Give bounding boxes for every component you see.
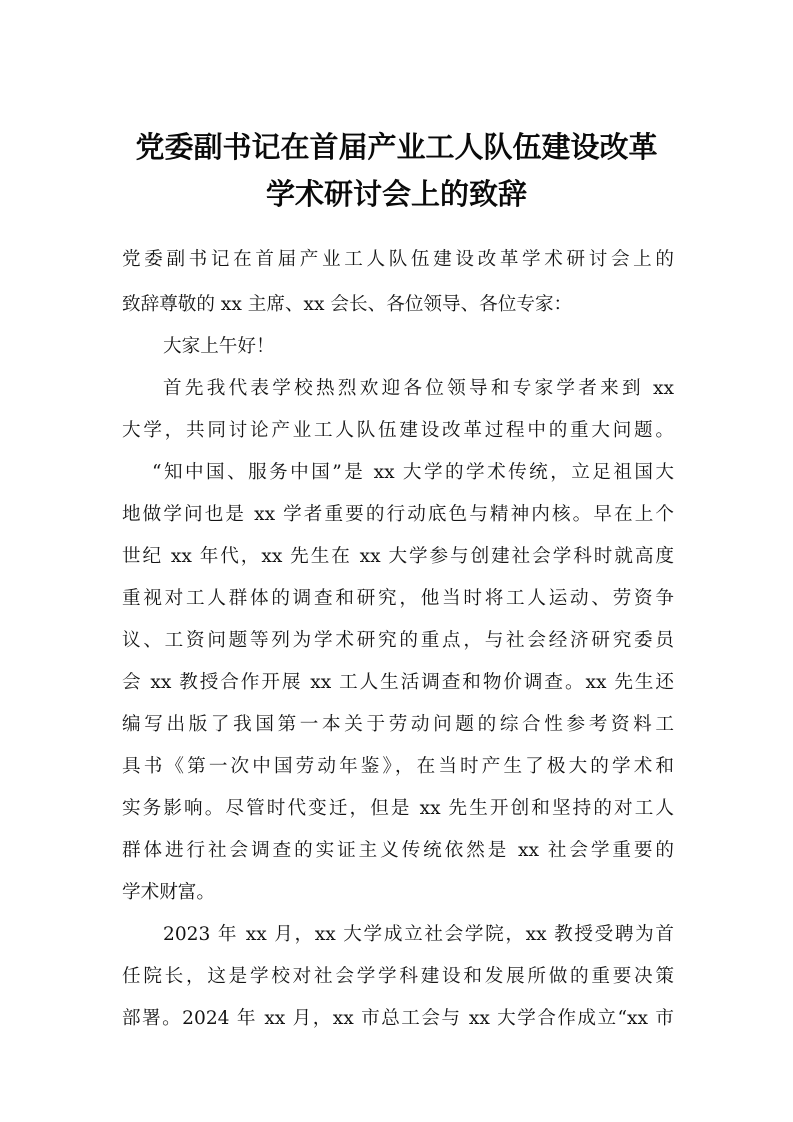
body-line: 地做学问也是 xx 学者重要的行动底色与精神内核。早在上个: [122, 504, 674, 525]
body-line: 致辞尊敬的 xx 主席、xx 会长、各位领导、各位专家：: [122, 294, 573, 315]
body-line: 任院长，这是学校对社会学学科建设和发展所做的重要决策: [122, 966, 674, 987]
body-line: 编写出版了我国第一本关于劳动问题的综合性参考资料工: [122, 714, 674, 735]
body-line: 学术财富。: [122, 882, 215, 903]
body-line: 首先我代表学校热烈欢迎各位领导和专家学者来到 xx: [163, 378, 674, 399]
body-line: 实务影响。尽管时代变迁，但是 xx 先生开创和坚持的对工人: [122, 798, 674, 819]
body-line: 党委副书记在首届产业工人队伍建设改革学术研讨会上的: [122, 249, 674, 270]
document-title-line-2: 学术研讨会上的致辞: [265, 177, 527, 211]
body-line: 议、工资问题等列为学术研究的重点，与社会经济研究委员: [122, 630, 674, 651]
body-line: 会 xx 教授合作开展 xx 工人生活调查和物价调查。xx 先生还: [122, 672, 674, 693]
body-line: “知中国、服务中国”是 xx 大学的学术传统，立足祖国大: [152, 462, 674, 483]
document-title-line-1: 党委副书记在首届产业工人队伍建设改革: [135, 130, 658, 164]
body-line: 具书《第一次中国劳动年鉴》，在当时产生了极大的学术和: [122, 756, 674, 777]
body-line: 部署。2024 年 xx 月，xx 市总工会与 xx 大学合作成立“xx 市: [122, 1008, 674, 1029]
body-line: 大学，共同讨论产业工人队伍建设改革过程中的重大问题。: [122, 420, 674, 441]
body-line: 群体进行社会调查的实证主义传统依然是 xx 社会学重要的: [122, 840, 674, 861]
body-line: 大家上午好！: [163, 336, 275, 357]
body-line: 世纪 xx 年代，xx 先生在 xx 大学参与创建社会学科时就高度: [122, 546, 674, 567]
body-line: 重视对工人群体的调查和研究，他当时将工人运动、劳资争: [122, 588, 674, 609]
body-line: 2023 年 xx 月，xx 大学成立社会学院，xx 教授受聘为首: [163, 924, 674, 945]
